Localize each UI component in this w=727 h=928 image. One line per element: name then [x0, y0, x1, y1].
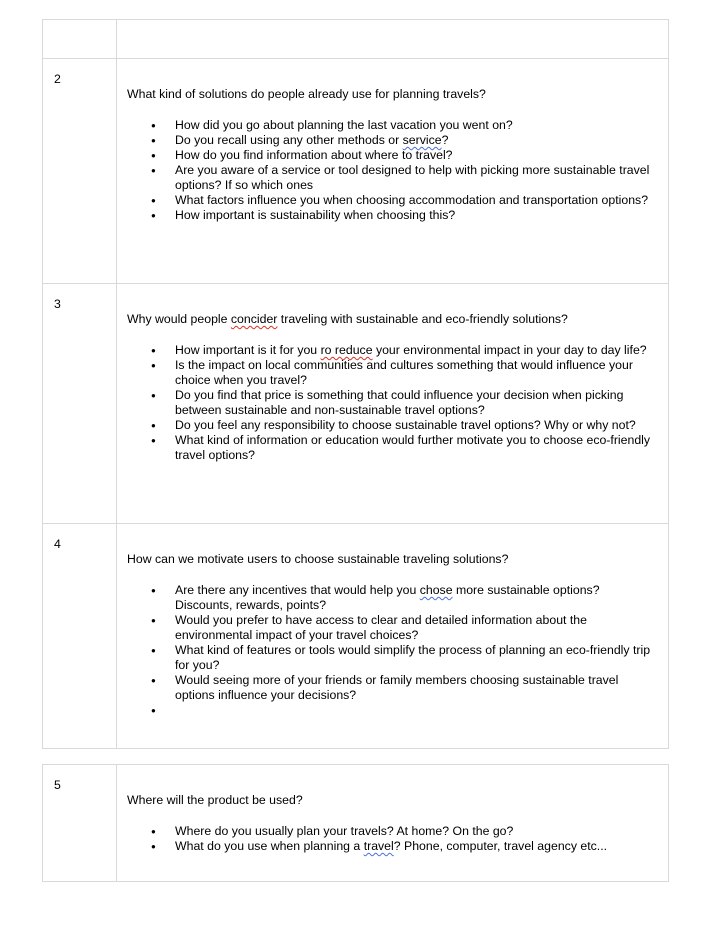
list-item: ● What kind of information or education would further motivate you to choose eco-friendly travel options? [175, 433, 658, 463]
list-item: ● Do you find that price is something that could influence your decision when picking between sustainable and non-sustainable travel options? [175, 388, 658, 418]
list-item: ● Do you feel any responsibility to choose sustainable travel options? Why or why not? [175, 418, 658, 433]
question-cell[interactable] [117, 20, 669, 59]
spellcheck-underline[interactable]: service [402, 133, 442, 147]
spellcheck-underline[interactable]: chose [419, 583, 453, 597]
list-item: ● Would you prefer to have access to clear and detailed information about the environmental impact of your travel choices? [175, 613, 658, 643]
sub-question-list [127, 824, 658, 854]
row-number: 3 [54, 297, 61, 311]
spellcheck-underline[interactable]: travel [363, 839, 394, 853]
table-row [43, 524, 669, 749]
table-row [43, 765, 669, 882]
question-title: What kind of solutions do people already use for planning travels? [127, 87, 486, 101]
row-number-cell[interactable] [43, 284, 117, 524]
row-number: 4 [54, 537, 61, 551]
list-item: ● How did you go about planning the last vacation you went on? [175, 118, 658, 133]
sub-question-list [127, 583, 658, 718]
sub-question-list [127, 343, 658, 463]
list-item: ● Are there any incentives that would help you chose more sustainable options? Discounts, rewards, points? [175, 583, 658, 613]
table-row [43, 20, 669, 59]
sub-question-list [127, 118, 658, 223]
list-item [175, 133, 658, 148]
row-number: 5 [54, 778, 61, 792]
question-cell[interactable] [117, 59, 669, 284]
row-number [43, 20, 116, 33]
row-number-cell[interactable] [43, 524, 117, 749]
question-table-continued [42, 764, 669, 882]
list-item: ● What factors influence you when choosing accommodation and transportation options? [175, 193, 658, 208]
row-number: 2 [54, 72, 61, 86]
list-item: ● Would seeing more of your friends or family members choosing sustainable travel options influence your decisions? [175, 673, 658, 703]
list-item: ● Are you aware of a service or tool designed to help with picking more sustainable travel options? If so which ones [175, 163, 658, 193]
list-item: ● How important is sustainability when choosing this? [175, 208, 658, 223]
list-item: ● How important is it for you ro reduce your environmental impact in your day to day life? [175, 343, 658, 358]
spellcheck-underline[interactable]: ro reduce [320, 343, 373, 357]
list-item: ● How do you find information about where to travel? [175, 148, 658, 163]
question-cell[interactable] [117, 284, 669, 524]
row-number-cell[interactable] [43, 20, 117, 59]
question-title: Where will the product be used? [127, 793, 303, 807]
spell-squiggle: Do you recall using any other methods or service? [175, 133, 449, 147]
question-cell[interactable] [117, 524, 669, 749]
question-title: Why would people concider traveling with sustainable and eco-friendly solutions? [127, 312, 568, 326]
table-row [43, 284, 669, 524]
list-item [175, 703, 658, 718]
table-row [43, 59, 669, 284]
list-item: ● What kind of features or tools would simplify the process of planning an eco-friendly trip for you? [175, 643, 658, 673]
question-cell[interactable] [117, 765, 669, 882]
question-title: How can we motivate users to choose sustainable traveling solutions? [127, 552, 509, 566]
list-item: ● Where do you usually plan your travels? At home? On the go? [175, 824, 658, 839]
list-item: ● Is the impact on local communities and cultures something that would influence your choice when you travel? [175, 358, 658, 388]
row-number-cell[interactable] [43, 59, 117, 284]
spellcheck-underline[interactable]: concider [230, 312, 278, 326]
list-item: ● What do you use when planning a travel? Phone, computer, travel agency etc... [175, 839, 658, 854]
row-number-cell[interactable] [43, 765, 117, 882]
question-table [42, 19, 669, 749]
